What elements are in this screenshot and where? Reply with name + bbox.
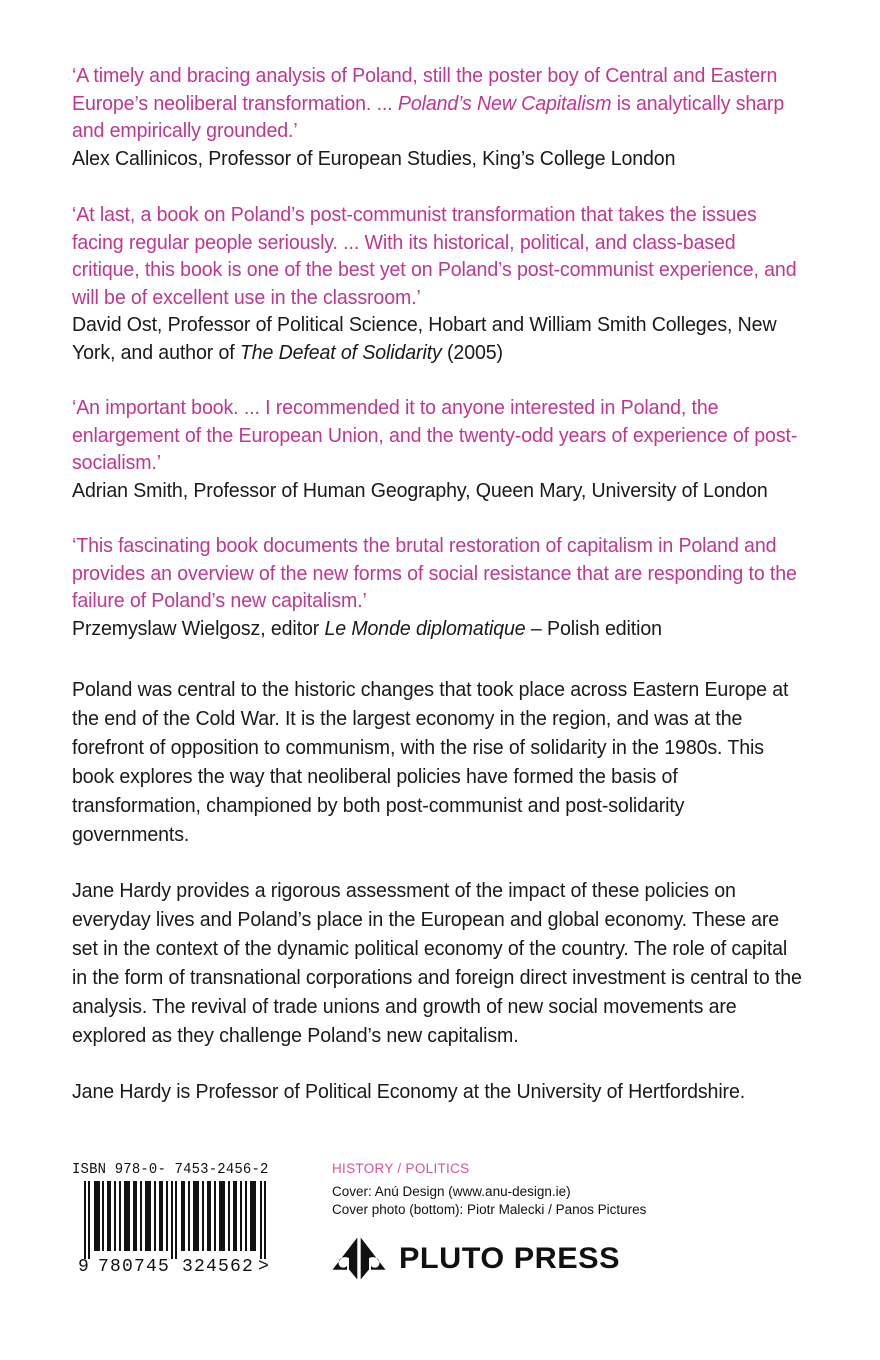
barcode-block [72,1162,278,1277]
isbn-text: ISBN 978-0- 7453-2456-2 [72,1162,269,1178]
endorsement-block [72,201,804,366]
attribution-text-after: (2005) [441,340,503,364]
barcode-digits [78,1257,278,1277]
publisher-name: PLUTO PRESS [399,1241,621,1275]
barcode-image [78,1181,274,1259]
barcode-tail-symbol: > [258,1257,271,1277]
endorsement-block [72,394,804,504]
endorsement-quote: ‘At last, a book on Poland’s post-communist transformation that takes the issues facing regular people seriously. ... With its historical, political, and class-based critique, this book is one of the best yet on Poland’s post-communist experience, and will be of excellent use in the classroom.’ [72,203,797,309]
cover-footer [0,1150,880,1360]
attribution-text-before: David Ost, Professor of Political Science, Hobart and William Smith Colleges, New York, and author of [72,313,777,364]
category-label: HISTORY / POLITICS [332,1161,470,1176]
quote-italic-title: Poland’s New Capitalism [397,91,612,115]
attribution-italic-title: The Defeat of Solidarity [239,340,442,364]
attribution-text-before: Przemyslaw Wielgosz, editor [72,616,325,640]
publisher-logo [331,1236,621,1281]
endorsement-quote: ‘This fascinating book documents the brutal restoration of capitalism in Poland and provides an overview of the new forms of social resistance that are responding to the failure of Poland’s new capitalism.’ [72,534,797,612]
description-paragraph-2: Jane Hardy provides a rigorous assessment of the impact of these policies on everyday lives and Poland’s place in the European and global economy. These are set in the context of the dynamic political economy of the country. The role of capital in the form of transnational corporations and foreign direct investment is central to the analysis. The revival of trade unions and growth of new social movements are explored as they challenge Poland’s new capitalism. [72,879,802,1047]
endorsement-attribution [72,615,806,643]
endorsement-attribution: Alex Callinicos, Professor of European Studies, King’s College London [72,146,676,170]
attribution-italic-title: Le Monde diplomatique [324,616,526,640]
endorsement-quote [72,62,806,145]
cover-design-credit: Cover: Anú Design (www.anu-design.ie) [332,1184,571,1199]
quote-text-before: ‘A timely and bracing analysis of Poland, still the poster boy of Central and Eastern Europe’s neoliberal transformation. ... [72,64,778,115]
endorsement-attribution [72,311,806,366]
author-bio: Jane Hardy is Professor of Political Economy at the University of Hertfordshire. [72,1080,746,1103]
endorsement-quote: ‘An important book. ... I recommended it to anyone interested in Poland, the enlargement of the European Union, and the twenty-odd years of experience of post-socialism.’ [72,396,798,474]
quote-text-after: is analytically sharp and empirically grounded.’ [72,91,785,142]
pluto-wings-icon [331,1236,387,1281]
endorsement-attribution: Adrian Smith, Professor of Human Geography, Queen Mary, University of London [72,478,768,502]
endorsement-block [72,532,804,642]
barcode-lead-digit: 9 [78,1257,91,1277]
description-paragraph-1: Poland was central to the historic changes that took place across Eastern Europe at the end of the Cold War. It is the largest economy in the region, and was at the forefront of opposition to communism, with the rise of solidarity in the 1980s. This book explores the way that neoliberal policies have formed the basis of transformation, championed by both post-communist and post-solidarity governments. [72,678,789,846]
attribution-text-after: – Polish edition [525,616,662,640]
imprint-block [332,1161,752,1218]
endorsement-block [72,62,804,172]
cover-photo-credit: Cover photo (bottom): Piotr Malecki / Panos Pictures [332,1201,647,1217]
barcode-main-digits: 780745 324562 [98,1257,255,1277]
cover-content [72,62,804,1106]
